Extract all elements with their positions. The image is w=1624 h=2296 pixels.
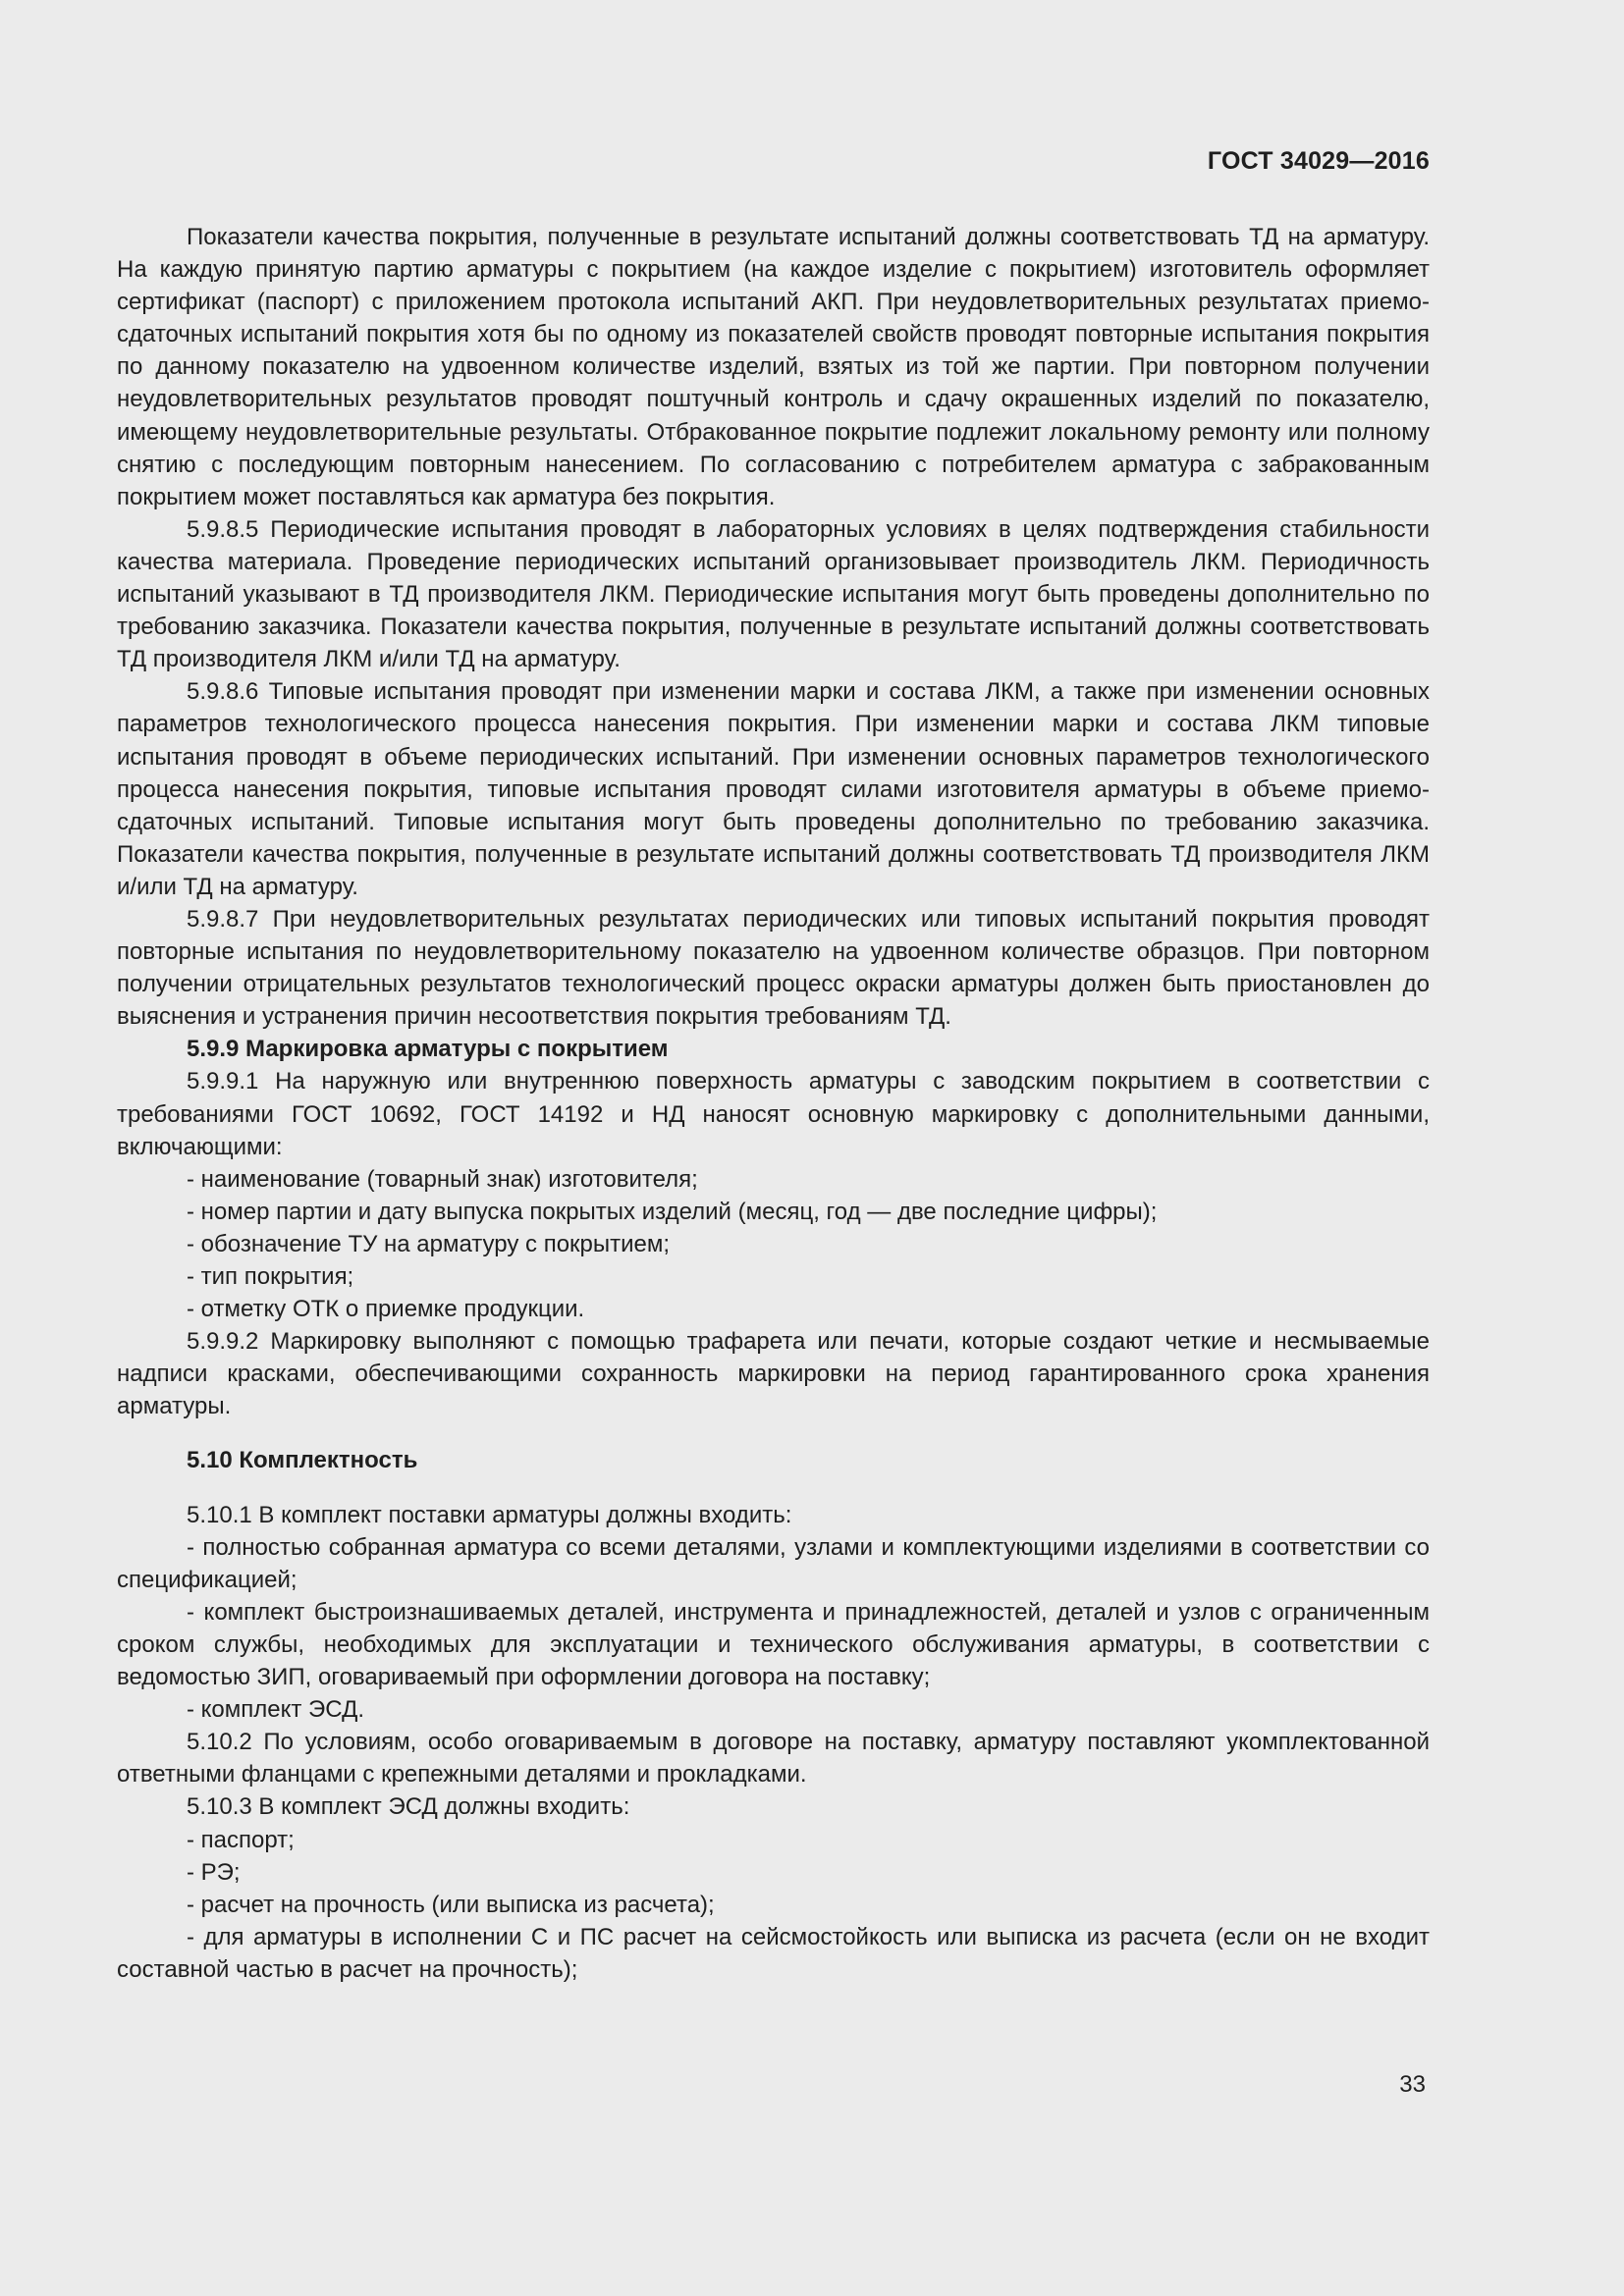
list-item: - комплект быстроизнашиваемых деталей, инструмента и принадлежностей, деталей и узлов с ограниченным сроком службы, необходимых для эксплуатации и технического обслуживания арматуры, в соответствии с ведомостью ЗИП, оговариваемый при оформлении договора на поставку;	[117, 1598, 1430, 1691]
section-heading-5-10: 5.10 Комплектность	[187, 1447, 418, 1474]
list-item: - расчет на прочность (или выписка из расчета);	[187, 1891, 715, 1918]
paragraph-5-9-8-6: 5.9.8.6 Типовые испытания проводят при изменении марки и состава ЛКМ, а также при изменении основных параметров технологического процесса нанесения покрытия. При изменении марки и состава ЛКМ типовые испытания проводят в объеме периодических испытаний. При изменении основных параметров технологического процесса нанесения покрытия, типовые испытания проводят силами изготовителя арматуры в объеме приемо-сдаточных испытаний. Типовые испытания могут быть проведены дополнительно по требованию заказчика. Показатели качества покрытия, полученные в результате испытаний должны соответствовать ТД производителя ЛКМ и/или ТД на арматуру.	[117, 678, 1430, 900]
paragraph-5-9-9-2: 5.9.9.2 Маркировку выполняют с помощью трафарета или печати, которые создают четкие и несмываемые надписи красками, обеспечивающими сохранность маркировки на период гарантированного срока хранения арматуры.	[117, 1328, 1430, 1420]
list-item: - тип покрытия;	[187, 1263, 354, 1290]
list-item: - номер партии и дату выпуска покрытых изделий (месяц, год — две последние цифры);	[187, 1198, 1158, 1225]
paragraph-5-10-2: 5.10.2 По условиям, особо оговариваемым в договоре на поставку, арматуру поставляют укомплектованной ответными фланцами с крепежными деталями и прокладками.	[117, 1729, 1430, 1789]
list-item: - обозначение ТУ на арматуру с покрытием;	[187, 1230, 671, 1257]
section-heading-5-9-9: 5.9.9 Маркировка арматуры с покрытием	[187, 1036, 669, 1063]
document-body	[117, 221, 1430, 1986]
paragraph-5-10-1: 5.10.1 В комплект поставки арматуры должны входить:	[187, 1501, 792, 1528]
paragraph-quality-indicators: Показатели качества покрытия, полученные в результате испытаний должны соответствовать ТД на арматуру. На каждую принятую партию арматуры с покрытием (на каждое изделие с покрытием) изготовитель оформляет сертификат (паспорт) с приложением протокола испытаний АКП. При неудовлетворительных результатах приемо-сдаточных испытаний покрытия хотя бы по одному из показателей свойств проводят повторные испытания покрытия по данному показателю на удвоенном количестве изделий, взятых из той же партии. При повторном получении неудовлетворительных результатов проводят поштучный контроль и сдачу окрашенных изделий по показателю, имеющему неудовлетворительные результаты. Отбракованное покрытие подлежит локальному ремонту или полному снятию с последующим повторным нанесением. По согласованию с потребителем арматура с забракованным покрытием может поставляться как арматура без покрытия.	[117, 224, 1430, 510]
document-code-header: ГОСТ 34029—2016	[1207, 147, 1430, 175]
list-item: - отметку ОТК о приемке продукции.	[187, 1296, 585, 1323]
paragraph-5-9-8-5: 5.9.8.5 Периодические испытания проводят в лабораторных условиях в целях подтверждения стабильности качества материала. Проведение периодических испытаний организовывает производитель ЛКМ. Периодичность испытаний указывают в ТД производителя ЛКМ. Периодические испытания могут быть проведены дополнительно по требованию заказчика. Показатели качества покрытия, полученные в результате испытаний должны соответствовать ТД производителя ЛКМ и/или ТД на арматуру.	[117, 515, 1430, 673]
list-item: - наименование (товарный знак) изготовителя;	[187, 1165, 698, 1193]
paragraph-5-10-3: 5.10.3 В комплект ЭСД должны входить:	[187, 1793, 630, 1821]
paragraph-5-9-9-1: 5.9.9.1 На наружную или внутреннюю поверхность арматуры с заводским покрытием в соответствии с требованиями ГОСТ 10692, ГОСТ 14192 и НД наносят основную маркировку с дополнительными данными, включающими:	[117, 1068, 1430, 1160]
list-item: - полностью собранная арматура со всеми деталями, узлами и комплектующими изделиями в соответствии со спецификацией;	[117, 1533, 1430, 1593]
list-item: - РЭ;	[187, 1858, 241, 1886]
page-number: 33	[1399, 2071, 1426, 2098]
paragraph-5-9-8-7: 5.9.8.7 При неудовлетворительных результатах периодических или типовых испытаний покрытия проводят повторные испытания по неудовлетворительному показателю на удвоенном количестве образцов. При повторном получении отрицательных результатов технологический процесс окраски арматуры должен быть приостановлен до выяснения и устранения причин несоответствия покрытия требованиям ТД.	[117, 905, 1430, 1031]
list-item: - для арматуры в исполнении С и ПС расчет на сейсмостойкость или выписка из расчета (если он не входит составной частью в расчет на прочность);	[117, 1923, 1430, 1983]
list-item: - паспорт;	[187, 1826, 295, 1853]
list-item: - комплект ЭСД.	[187, 1696, 365, 1724]
